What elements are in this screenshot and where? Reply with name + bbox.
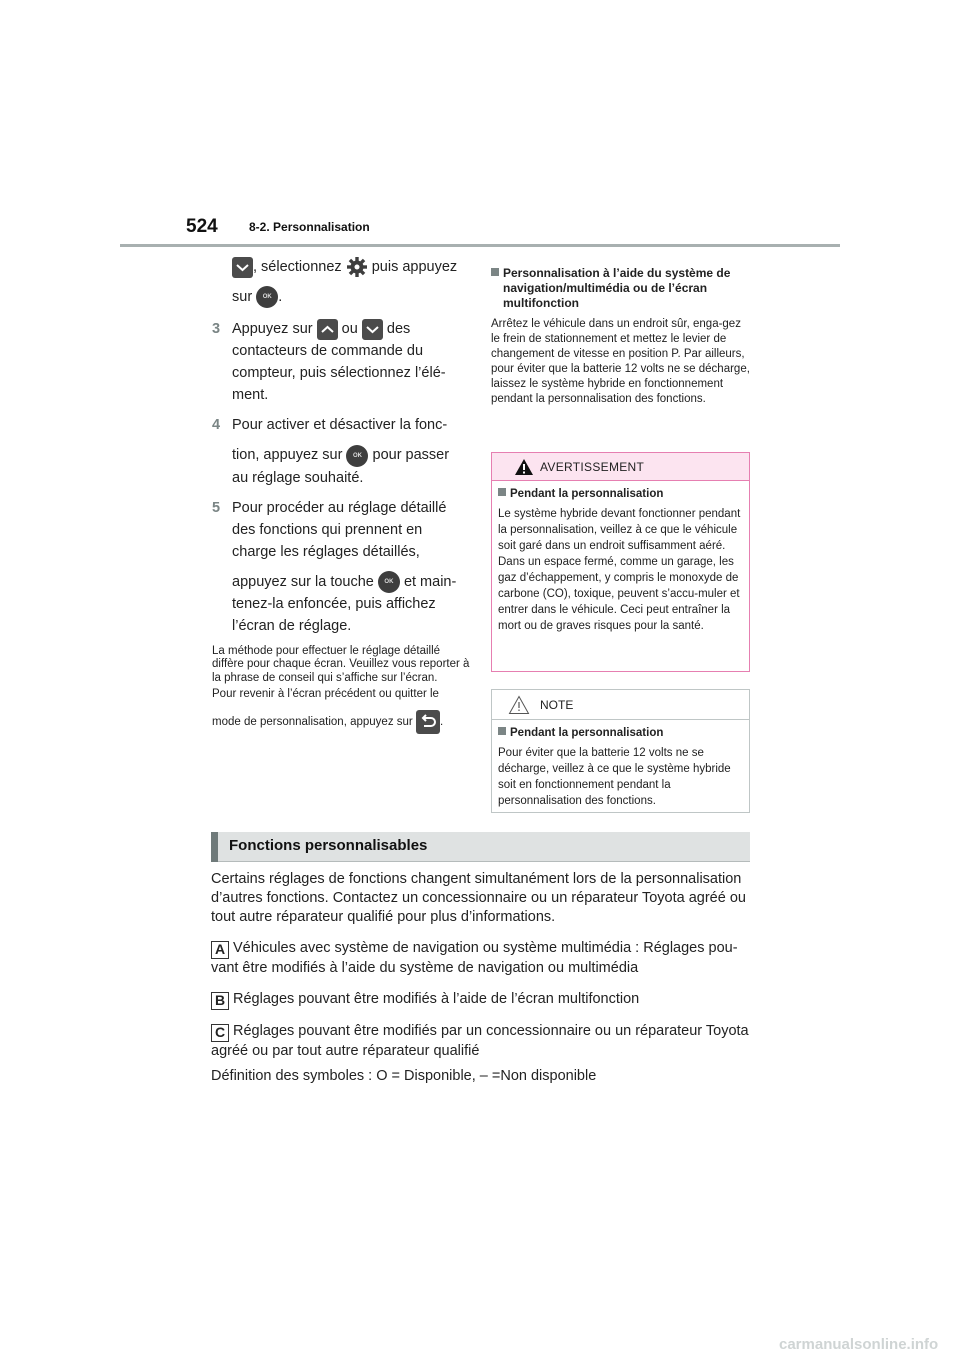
ok-button-icon: OK [256, 286, 278, 308]
square-bullet-icon [498, 727, 506, 735]
letter-badge-c: C [211, 1024, 229, 1042]
left-column [212, 256, 470, 734]
banner-accent-bar [211, 832, 218, 862]
step-5: 5 Pour procéder au réglage détaillé des fonctions qui prennent en charge les réglages détaillés, appuyez sur la touche OK et main- tenez-la enfoncée, puis affichez l’écran de réglage. [212, 499, 457, 634]
warning-header: AVERTISSEMENT [492, 453, 749, 481]
page-number: 524 [186, 216, 218, 237]
header-divider [120, 244, 840, 247]
square-bullet-icon [498, 488, 506, 496]
gear-icon [346, 256, 368, 278]
personalization-body: Arrêtez le véhicule dans un endroit sûr, enga-gez le frein de stationnement et mettez le levier de changement de vitesse en position P. Par ailleurs, pour éviter que la batterie 12 volts ne se décharge, laissez le système hybride en fonctionnement pendant la personnalisation des fonctions. [491, 318, 750, 405]
step-4: 4 Pour activer et désactiver la fonc- tion, appuyez sur OK pour passer au réglage souhaité. [212, 417, 450, 486]
chevron-up-icon [317, 319, 338, 340]
symbols-definition: Définition des symboles : O = Disponible, – =Non disponible [211, 1068, 597, 1084]
caution-triangle-icon [508, 695, 530, 720]
right-column [491, 266, 751, 407]
legend-a: A Véhicules avec système de navigation ou système multimédia : Réglages pou-vant être modifiés à l’aide du système de navigation ou multimédia [211, 940, 738, 976]
watermark: carmanualsonline.info [779, 1336, 939, 1353]
note-return: Pour revenir à l’écran précédent ou quitter le mode de personnalisation, appuyez sur . [212, 688, 470, 734]
ok-button-icon: OK [378, 571, 400, 593]
ok-button-icon: OK [346, 445, 368, 467]
note-detail-setting: La méthode pour effectuer le réglage détaillé diffère pour chaque écran. Veuillez vous reporter à la phrase de conseil qui s’affiche sur l’écran. [212, 644, 470, 684]
square-bullet-icon [491, 268, 499, 276]
note-box [491, 689, 750, 813]
legend-c: C Réglages pouvant être modifiés par un concessionnaire ou un réparateur Toyota agréé ou par tout autre réparateur qualifié [211, 1023, 749, 1059]
note-text: Pour éviter que la batterie 12 volts ne se décharge, veillez à ce que le système hybride soit en fonctionnement pendant la personnalisation des fonctions. [498, 747, 731, 807]
legend-b: B Réglages pouvant être modifiés à l’aide de l’écran multifonction [211, 990, 751, 1010]
functions-title: Fonctions personnalisables [229, 837, 428, 854]
step-3: 3 Appuyez sur ou des contacteurs de commande du compteur, puis sélectionnez l’élé- ment. [212, 318, 470, 406]
warning-subtitle: Pendant la personnalisation [498, 487, 743, 502]
warning-triangle-icon [514, 458, 534, 481]
functions-body [211, 870, 751, 1098]
chevron-down-icon [362, 319, 383, 340]
back-arrow-icon [416, 710, 440, 734]
step-continuation-line1: , sélectionnez puis appuyez [212, 256, 470, 278]
letter-badge-a: A [211, 941, 229, 959]
chevron-down-icon [232, 257, 253, 278]
warning-box [491, 452, 750, 672]
functions-banner [211, 832, 750, 862]
note-header: NOTE [492, 690, 749, 720]
note-subtitle: Pendant la personnalisation [498, 726, 743, 741]
letter-badge-b: B [211, 992, 229, 1010]
personalization-heading: Personnalisation à l’aide du système de navigation/multimédia ou de l’écran multifonction [491, 266, 751, 311]
functions-intro: Certains réglages de fonctions changent simultanément lors de la personnalisation d’autres fonctions. Contactez un concessionnaire ou un réparateur Toyota agréé ou tout autre réparateur qualifié pour plus d’informations. [211, 871, 746, 925]
step-continuation-line2: sur OK . [212, 286, 470, 308]
section-title: 8-2. Personnalisation [249, 220, 370, 234]
warning-text: Le système hybride devant fonctionner pendant la personnalisation, veillez à ce que le véhicule soit garé dans un endroit suffisamment aéré. Dans un espace fermé, comme un garage, les gaz d’échappement, y compris le monoxyde de carbone (CO), toxique, peuvent s’accu-muler et entrer dans le véhicule. Ceci peut entraîner la mort ou de graves risques pour la santé. [498, 508, 741, 632]
